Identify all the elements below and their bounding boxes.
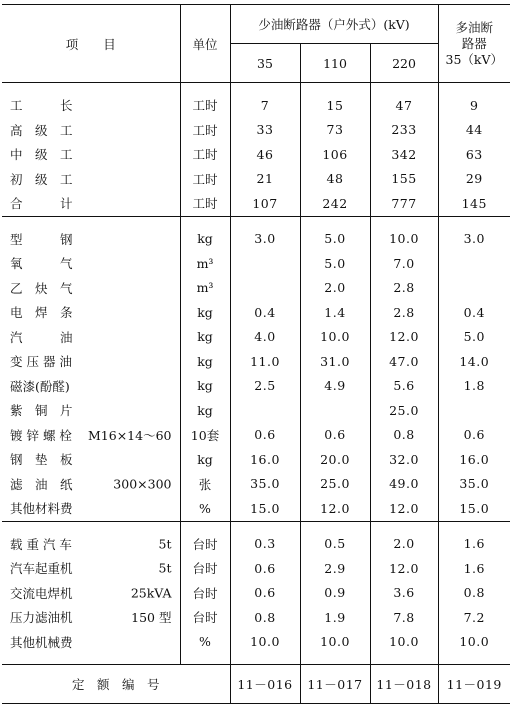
- row-name-cell: [2, 630, 180, 655]
- row-name: 紫 铜 片: [10, 403, 73, 419]
- row-value: 29: [438, 167, 510, 192]
- row-name-cell: [2, 374, 180, 399]
- row-spec: 150 型: [131, 610, 172, 626]
- row-value: 16.0: [438, 447, 510, 472]
- row-name: 汽车起重机: [10, 561, 73, 577]
- header-group2-line1: 多油断: [455, 19, 494, 35]
- material-row: [2, 496, 510, 521]
- row-value: 4.0: [230, 325, 300, 350]
- row-value: 1.9: [300, 605, 370, 630]
- row-name-cell: [2, 398, 180, 423]
- row-value: 15.0: [438, 496, 510, 521]
- row-unit: 台时: [180, 605, 230, 630]
- row-value: 5.6: [370, 374, 438, 399]
- material-row: [2, 447, 510, 472]
- row-value: 4.9: [300, 374, 370, 399]
- row-value: 0.6: [230, 556, 300, 581]
- row-value: 12.0: [300, 496, 370, 521]
- footer-label: 定 额 编 号: [2, 665, 230, 704]
- footer-code: 11－017: [300, 665, 370, 704]
- row-value: 7.0: [370, 251, 438, 276]
- row-unit: kg: [180, 349, 230, 374]
- row-value: 63: [438, 142, 510, 167]
- row-value: 10.0: [300, 325, 370, 350]
- row-unit: m³: [180, 251, 230, 276]
- row-value: 15.0: [230, 496, 300, 521]
- labor-row: [2, 167, 510, 192]
- row-name-cell: [2, 191, 180, 216]
- material-row: [2, 423, 510, 448]
- row-value: 20.0: [300, 447, 370, 472]
- labor-row: [2, 191, 510, 216]
- row-name: 工 长: [10, 98, 73, 114]
- row-value: [230, 276, 300, 301]
- row-name: 其他材料费: [10, 501, 73, 517]
- row-unit: %: [180, 496, 230, 521]
- material-row: [2, 349, 510, 374]
- row-value: 10.0: [438, 630, 510, 655]
- row-name: 变 压 器 油: [10, 354, 72, 370]
- row-value: 14.0: [438, 349, 510, 374]
- machine-row: [2, 556, 510, 581]
- machine-row: [2, 581, 510, 606]
- row-name-cell: [2, 532, 180, 557]
- row-name: 中 级 工: [10, 147, 73, 163]
- row-unit: 10套: [180, 423, 230, 448]
- row-unit: kg: [180, 325, 230, 350]
- row-value: 1.6: [438, 556, 510, 581]
- header-col-35: 35: [230, 44, 300, 83]
- row-spec: 5t: [158, 560, 172, 576]
- material-row: [2, 374, 510, 399]
- row-spec: M16×14～60: [88, 427, 172, 443]
- row-spec: 25kVA: [130, 585, 172, 601]
- row-unit: 台时: [180, 581, 230, 606]
- header-group1: 少油断路器（户外式）(kV): [230, 5, 438, 44]
- row-value: 0.4: [230, 300, 300, 325]
- row-name: 载 重 汽 车: [10, 536, 72, 552]
- row-name-cell: [2, 349, 180, 374]
- row-unit: %: [180, 630, 230, 655]
- row-value: 106: [300, 142, 370, 167]
- row-name-cell: [2, 556, 180, 581]
- row-value: 10.0: [300, 630, 370, 655]
- row-value: 5.0: [438, 325, 510, 350]
- row-unit: 张: [180, 472, 230, 497]
- row-value: 16.0: [230, 447, 300, 472]
- row-name: 乙 炔 气: [10, 280, 73, 296]
- row-name-cell: [2, 447, 180, 472]
- row-value: 0.5: [300, 532, 370, 557]
- row-value: 233: [370, 118, 438, 143]
- row-value: 49.0: [370, 472, 438, 497]
- row-value: 0.6: [230, 423, 300, 448]
- row-value: 2.0: [370, 532, 438, 557]
- row-name: 电 焊 条: [10, 305, 73, 321]
- header-col-110: 110: [300, 44, 370, 83]
- row-unit: kg: [180, 374, 230, 399]
- labor-row: [2, 142, 510, 167]
- row-name-cell: [2, 93, 180, 118]
- row-value: [230, 251, 300, 276]
- row-value: [230, 398, 300, 423]
- labor-row: [2, 118, 510, 143]
- row-value: 0.3: [230, 532, 300, 557]
- row-value: 35.0: [438, 472, 510, 497]
- row-value: 15: [300, 93, 370, 118]
- row-value: 3.0: [230, 227, 300, 252]
- row-name-cell: [2, 118, 180, 143]
- row-name-cell: [2, 251, 180, 276]
- row-value: 777: [370, 191, 438, 216]
- row-value: 25.0: [370, 398, 438, 423]
- row-value: 10.0: [370, 630, 438, 655]
- row-name: 其他机械费: [10, 634, 73, 650]
- row-value: [300, 398, 370, 423]
- row-value: 47: [370, 93, 438, 118]
- material-row: [2, 398, 510, 423]
- material-row: [2, 325, 510, 350]
- row-value: 2.8: [370, 276, 438, 301]
- row-unit: kg: [180, 227, 230, 252]
- row-spec: 5t: [158, 536, 172, 552]
- row-name: 高 级 工: [10, 122, 73, 138]
- row-value: [438, 276, 510, 301]
- row-value: 33: [230, 118, 300, 143]
- row-unit: 工时: [180, 191, 230, 216]
- row-name-cell: [2, 167, 180, 192]
- labor-row: [2, 93, 510, 118]
- row-value: 2.5: [230, 374, 300, 399]
- row-unit: m³: [180, 276, 230, 301]
- section-gap: [2, 654, 510, 665]
- row-value: 48: [300, 167, 370, 192]
- row-unit: kg: [180, 447, 230, 472]
- row-value: 1.6: [438, 532, 510, 557]
- material-row: [2, 472, 510, 497]
- row-name-cell: [2, 227, 180, 252]
- row-name: 钢 垫 板: [10, 452, 73, 468]
- row-value: 107: [230, 191, 300, 216]
- row-value: 32.0: [370, 447, 438, 472]
- quota-table: [2, 4, 510, 704]
- row-value: 47.0: [370, 349, 438, 374]
- row-value: 31.0: [300, 349, 370, 374]
- row-value: 3.0: [438, 227, 510, 252]
- row-value: 73: [300, 118, 370, 143]
- footer-code: 11－018: [370, 665, 438, 704]
- row-name: 镀 锌 螺 栓: [10, 427, 72, 443]
- row-name: 型 钢: [10, 231, 73, 247]
- row-value: 0.6: [438, 423, 510, 448]
- row-value: 11.0: [230, 349, 300, 374]
- row-value: 2.0: [300, 276, 370, 301]
- header-unit: 单位: [180, 5, 230, 83]
- footer-row: [2, 665, 510, 704]
- row-value: 0.8: [230, 605, 300, 630]
- row-value: 1.8: [438, 374, 510, 399]
- row-unit: kg: [180, 300, 230, 325]
- row-unit: 工时: [180, 167, 230, 192]
- material-row: [2, 227, 510, 252]
- row-name-cell: [2, 472, 180, 497]
- row-unit: 台时: [180, 532, 230, 557]
- section-gap: [2, 216, 510, 227]
- header-item: 项 目: [2, 5, 180, 83]
- row-value: 0.6: [300, 423, 370, 448]
- row-name: 滤 油 纸: [10, 476, 73, 492]
- row-name-cell: [2, 300, 180, 325]
- row-name: 合 计: [10, 196, 73, 212]
- row-value: 5.0: [300, 251, 370, 276]
- machine-row: [2, 630, 510, 655]
- row-value: [438, 251, 510, 276]
- header-group2: [438, 5, 510, 83]
- row-name: 交流电焊机: [10, 585, 73, 601]
- row-value: 25.0: [300, 472, 370, 497]
- header-col-220: 220: [370, 44, 438, 83]
- material-row: [2, 251, 510, 276]
- row-name: 氧 气: [10, 256, 73, 272]
- machine-row: [2, 532, 510, 557]
- header-group2-line3: 35（kV）: [445, 51, 504, 67]
- row-value: 0.6: [230, 581, 300, 606]
- row-value: 7: [230, 93, 300, 118]
- row-value: 2.9: [300, 556, 370, 581]
- row-value: 0.8: [370, 423, 438, 448]
- row-value: 7.2: [438, 605, 510, 630]
- machine-row: [2, 605, 510, 630]
- row-value: 145: [438, 191, 510, 216]
- row-value: 12.0: [370, 496, 438, 521]
- row-value: 21: [230, 167, 300, 192]
- row-name-cell: [2, 325, 180, 350]
- row-value: 9: [438, 93, 510, 118]
- row-value: [438, 398, 510, 423]
- section-gap: [2, 83, 510, 94]
- row-value: 3.6: [370, 581, 438, 606]
- row-value: 155: [370, 167, 438, 192]
- row-name-cell: [2, 581, 180, 606]
- row-name-cell: [2, 142, 180, 167]
- row-name-cell: [2, 496, 180, 521]
- row-value: 242: [300, 191, 370, 216]
- row-value: 12.0: [370, 556, 438, 581]
- row-unit: 工时: [180, 142, 230, 167]
- row-value: 12.0: [370, 325, 438, 350]
- row-value: 46: [230, 142, 300, 167]
- row-name: 压力滤油机: [10, 610, 73, 626]
- row-unit: 台时: [180, 556, 230, 581]
- row-value: 0.9: [300, 581, 370, 606]
- footer-code: 11－019: [438, 665, 510, 704]
- row-name-cell: [2, 605, 180, 630]
- row-value: 2.8: [370, 300, 438, 325]
- row-value: 1.4: [300, 300, 370, 325]
- row-value: 10.0: [230, 630, 300, 655]
- row-unit: 工时: [180, 118, 230, 143]
- row-value: 0.4: [438, 300, 510, 325]
- row-name: 汽 油: [10, 329, 73, 345]
- row-name-cell: [2, 276, 180, 301]
- row-name-cell: [2, 423, 180, 448]
- row-name: 初 级 工: [10, 171, 73, 187]
- row-name: 磁漆(酚醛): [10, 378, 70, 394]
- row-value: 0.8: [438, 581, 510, 606]
- row-value: 7.8: [370, 605, 438, 630]
- section-gap: [2, 521, 510, 532]
- row-value: 35.0: [230, 472, 300, 497]
- row-value: 5.0: [300, 227, 370, 252]
- row-value: 342: [370, 142, 438, 167]
- material-row: [2, 300, 510, 325]
- row-spec: 300×300: [113, 476, 172, 492]
- row-unit: 工时: [180, 93, 230, 118]
- row-value: 10.0: [370, 227, 438, 252]
- material-row: [2, 276, 510, 301]
- footer-code: 11－016: [230, 665, 300, 704]
- row-unit: kg: [180, 398, 230, 423]
- row-value: 44: [438, 118, 510, 143]
- header-group2-line2: 路器: [461, 35, 487, 51]
